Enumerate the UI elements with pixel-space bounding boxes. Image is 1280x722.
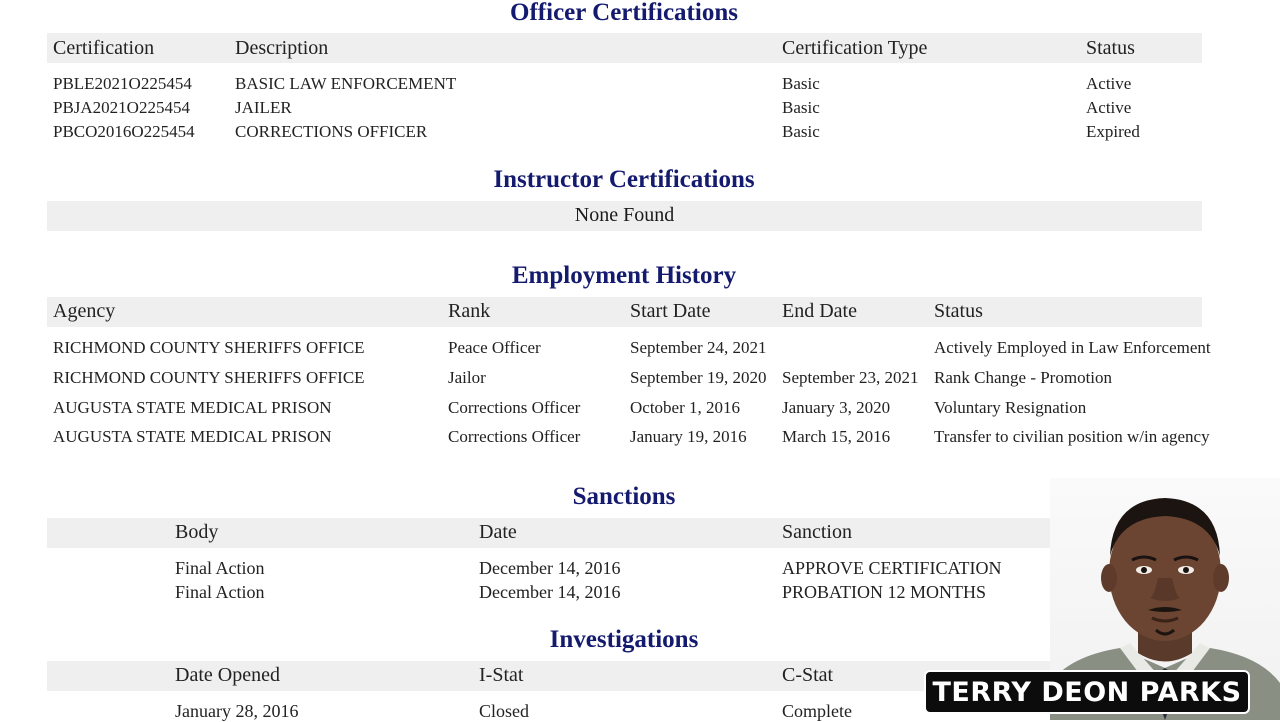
employment-start-date: October 1, 2016 — [630, 398, 741, 417]
sanction-text: APPROVE CERTIFICATION — [782, 558, 1002, 578]
employment-status: Transfer to civilian position w/in agency — [934, 427, 1210, 446]
employment-agency: AUGUSTA STATE MEDICAL PRISON — [53, 398, 332, 417]
header-employment-status: Status — [934, 300, 983, 322]
header-end-date: End Date — [782, 300, 857, 322]
header-rank: Rank — [448, 300, 491, 322]
employment-history-header-bar — [47, 297, 1202, 327]
investigation-date-opened: January 28, 2016 — [175, 701, 299, 721]
employment-end-date: January 3, 2020 — [782, 398, 891, 417]
employment-status: Voluntary Resignation — [934, 398, 1087, 417]
employment-rank: Corrections Officer — [448, 398, 581, 417]
investigation-i-stat: Closed — [479, 701, 530, 721]
cert-status: Expired — [1086, 122, 1140, 141]
header-agency: Agency — [53, 300, 116, 322]
cert-status: Active — [1086, 74, 1132, 93]
employment-rank: Corrections Officer — [448, 427, 581, 446]
sanctions-title: Sanctions — [572, 483, 676, 510]
officer-certifications-header-bar — [47, 33, 1202, 63]
header-c-stat: C-Stat — [782, 664, 834, 686]
investigations-title: Investigations — [549, 626, 699, 653]
instructor-certifications-title: Instructor Certifications — [493, 166, 755, 193]
header-i-stat: I-Stat — [479, 664, 524, 686]
employment-start-date: September 19, 2020 — [630, 368, 767, 387]
officer-name-tag: TERRY DEON PARKS — [924, 670, 1250, 714]
sanctions-header-bar — [47, 518, 1202, 548]
header-description: Description — [235, 37, 329, 59]
employment-end-date: March 15, 2016 — [782, 427, 891, 446]
header-date: Date — [479, 521, 517, 543]
cert-id: PBCO2016O225454 — [53, 122, 195, 141]
employment-history-title: Employment History — [511, 262, 737, 289]
cert-type: Basic — [782, 74, 820, 93]
header-certification: Certification — [53, 37, 155, 59]
employment-rank: Peace Officer — [448, 338, 541, 357]
sanction-date: December 14, 2016 — [479, 558, 621, 578]
header-date-opened: Date Opened — [175, 664, 280, 686]
employment-agency: AUGUSTA STATE MEDICAL PRISON — [53, 427, 332, 446]
sanction-text: PROBATION 12 MONTHS — [782, 582, 987, 602]
employment-agency: RICHMOND COUNTY SHERIFFS OFFICE — [53, 368, 365, 387]
header-certification-type: Certification Type — [782, 37, 928, 59]
cert-type: Basic — [782, 122, 820, 141]
cert-status: Active — [1086, 98, 1132, 117]
cert-description: BASIC LAW ENFORCEMENT — [235, 74, 457, 93]
employment-rank: Jailor — [448, 368, 486, 387]
cert-description: JAILER — [235, 98, 292, 117]
employment-start-date: January 19, 2016 — [630, 427, 747, 446]
sanction-date: December 14, 2016 — [479, 582, 621, 602]
header-start-date: Start Date — [630, 300, 711, 322]
cert-type: Basic — [782, 98, 820, 117]
officer-certifications-title: Officer Certifications — [510, 0, 738, 26]
employment-end-date: September 23, 2021 — [782, 368, 919, 387]
cert-id: PBJA2021O225454 — [53, 98, 190, 117]
none-found-text: None Found — [574, 204, 675, 226]
header-status: Status — [1086, 37, 1135, 59]
employment-agency: RICHMOND COUNTY SHERIFFS OFFICE — [53, 338, 365, 357]
sanction-body: Final Action — [175, 558, 265, 578]
header-body: Body — [175, 521, 219, 543]
employment-start-date: September 24, 2021 — [630, 338, 767, 357]
investigation-c-stat: Complete — [782, 701, 852, 721]
cert-description: CORRECTIONS OFFICER — [235, 122, 428, 141]
header-sanction: Sanction — [782, 521, 852, 543]
employment-status: Actively Employed in Law Enforcement — [934, 338, 1211, 357]
cert-id: PBLE2021O225454 — [53, 74, 192, 93]
sanction-body: Final Action — [175, 582, 265, 602]
employment-status: Rank Change - Promotion — [934, 368, 1113, 387]
